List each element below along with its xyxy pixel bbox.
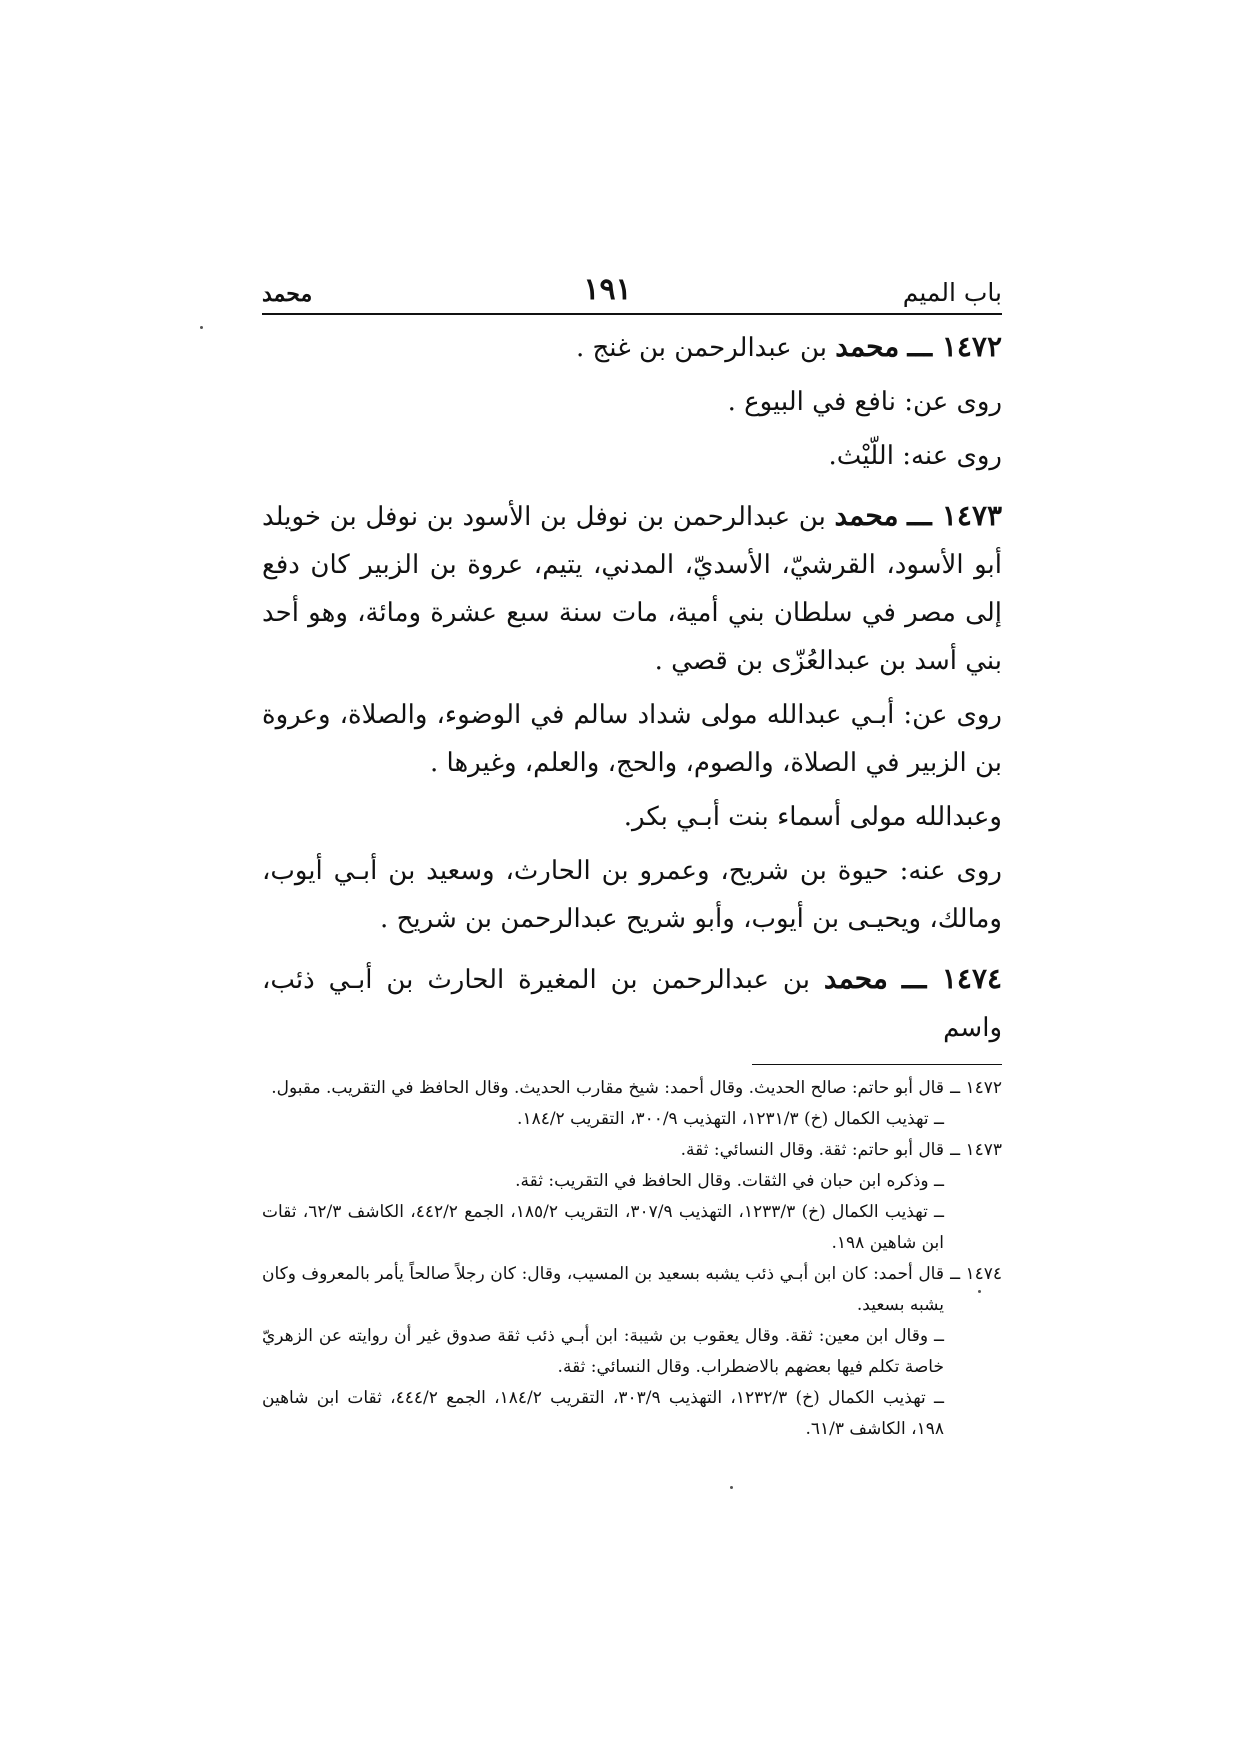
footnote-line: قال أبو حاتم: ثقة. وقال النسائي: ثقة. xyxy=(680,1140,944,1160)
entry-paragraph: وعبدالله مولى أسماء بنت أبـي بكر. xyxy=(623,802,1002,832)
entry-number: ١٤٧٤ ـــ xyxy=(901,962,1003,995)
footnote-number: ١٤٧٤ ــ xyxy=(950,1264,1002,1284)
entry-paragraph xyxy=(262,955,1002,1052)
scan-speck xyxy=(200,326,203,329)
entry-name: محمد xyxy=(823,962,888,995)
footnote-line: ــ تهذيب الكمال (خ) ١٢٣٣/٣، التهذيب ٣٠٧/٩، التقريب ١٨٥/٢، الجمع ٤٤٢/٢، الكاشف ٦٢/٣، ثقات ابن شاهين ١٩٨. xyxy=(262,1202,945,1253)
footnote-line: ــ وذكره ابن حبان في الثقات. وقال الحافظ في التقريب: ثقة. xyxy=(515,1171,944,1191)
entry-number: ١٤٧٣ ـــ xyxy=(907,499,1003,532)
entry-paragraph: روى عن: أبـي عبدالله مولى شداد سالم في الوضوء، والصلاة، وعروة بن الزبير في الصلاة، والصوم، والحج، والعلم، وغيرها . xyxy=(262,700,1002,778)
entry-number: ١٤٧٢ ـــ xyxy=(907,330,1002,363)
main-text xyxy=(262,323,1002,1052)
footnote-line: ــ تهذيب الكمال (خ) ١٢٣١/٣، التهذيب ٣٠٠/٩، التقريب ١٨٤/٢. xyxy=(517,1109,944,1129)
footnotes xyxy=(262,1073,1002,1445)
footnote-number: ١٤٧٣ ــ xyxy=(950,1140,1002,1160)
footnote-line: قال أبو حاتم: صالح الحديث. وقال أحمد: شيخ مقارب الحديث. وقال الحافظ في التقريب. مقبول. xyxy=(271,1078,944,1098)
book-page xyxy=(262,272,1002,1445)
scan-speck xyxy=(978,1290,981,1293)
page-number: ١٩١ xyxy=(583,272,632,307)
running-head xyxy=(262,272,1002,315)
entry-paragraph: روى عنه: حيوة بن شريح، وعمرو بن الحارث، وسعيد بن أبـي أيوب، ومالك، ويحيـى بن أيوب، وأبو شريح عبدالرحمن بن شريح . xyxy=(262,856,1002,934)
entry-name: محمد xyxy=(835,330,900,363)
scan-speck xyxy=(730,1486,733,1489)
entry-name: محمد xyxy=(834,499,899,532)
section-title: باب الميم xyxy=(902,278,1002,307)
entry-paragraph: روى عن: نافع في البيوع . xyxy=(727,387,1002,417)
footnote-1473 xyxy=(262,1135,1002,1259)
entry-paragraph xyxy=(262,492,1002,685)
footnote-separator xyxy=(752,1064,1002,1065)
catchword: محمد xyxy=(262,281,313,307)
footnote-line: قال أحمد: كان ابن أبـي ذئب يشبه بسعيد بن المسيب، وقال: كان رجلاً صالحاً يأمر بالمعروف وكان يشبه بسعيد. xyxy=(262,1264,944,1315)
entry-text: بن عبدالرحمن بن نوفل بن الأسود بن نوفل بن خويلد أبو الأسود، القرشيّ، الأسديّ، المدني، يتيم، عروة بن الزبير كان دفع إلى مصر في سلطان بني أمية، مات سنة سبع عشرة ومائة، وهو أحد بني أسد بن عبدالعُزّى بن قصي . xyxy=(262,502,1002,676)
footnote-1472 xyxy=(262,1073,1002,1135)
entry-1472 xyxy=(262,323,1002,480)
entry-1473 xyxy=(262,492,1002,943)
footnote-line: ــ وقال ابن معين: ثقة. وقال يعقوب بن شيبة: ابن أبـي ذئب ثقة صدوق غير أن روايته عن الزهريّ خاصة تكلم فيها بعضهم بالاضطراب. وقال النسائي: ثقة. xyxy=(262,1326,944,1377)
footnote-body xyxy=(262,1135,944,1259)
entry-text: بن عبدالرحمن بن غنج . xyxy=(575,333,827,363)
entry-1474 xyxy=(262,955,1002,1052)
footnote-number: ١٤٧٢ ــ xyxy=(950,1078,1002,1098)
entry-paragraph: روى عنه: اللّيْث. xyxy=(828,441,1002,471)
entry-paragraph xyxy=(262,323,1002,372)
footnote-1474 xyxy=(262,1259,1002,1445)
footnote-body xyxy=(262,1073,944,1135)
footnote-line: ــ تهذيب الكمال (خ) ١٢٣٢/٣، التهذيب ٣٠٣/٩، التقريب ١٨٤/٢، الجمع ٤٤٤/٢، ثقات ابن شاهين ١٩٨، الكاشف ٦١/٣. xyxy=(262,1388,944,1439)
entry-text: بن عبدالرحمن بن المغيرة الحارث بن أبـي ذئب، واسم xyxy=(262,965,1002,1043)
footnote-body xyxy=(262,1259,944,1445)
